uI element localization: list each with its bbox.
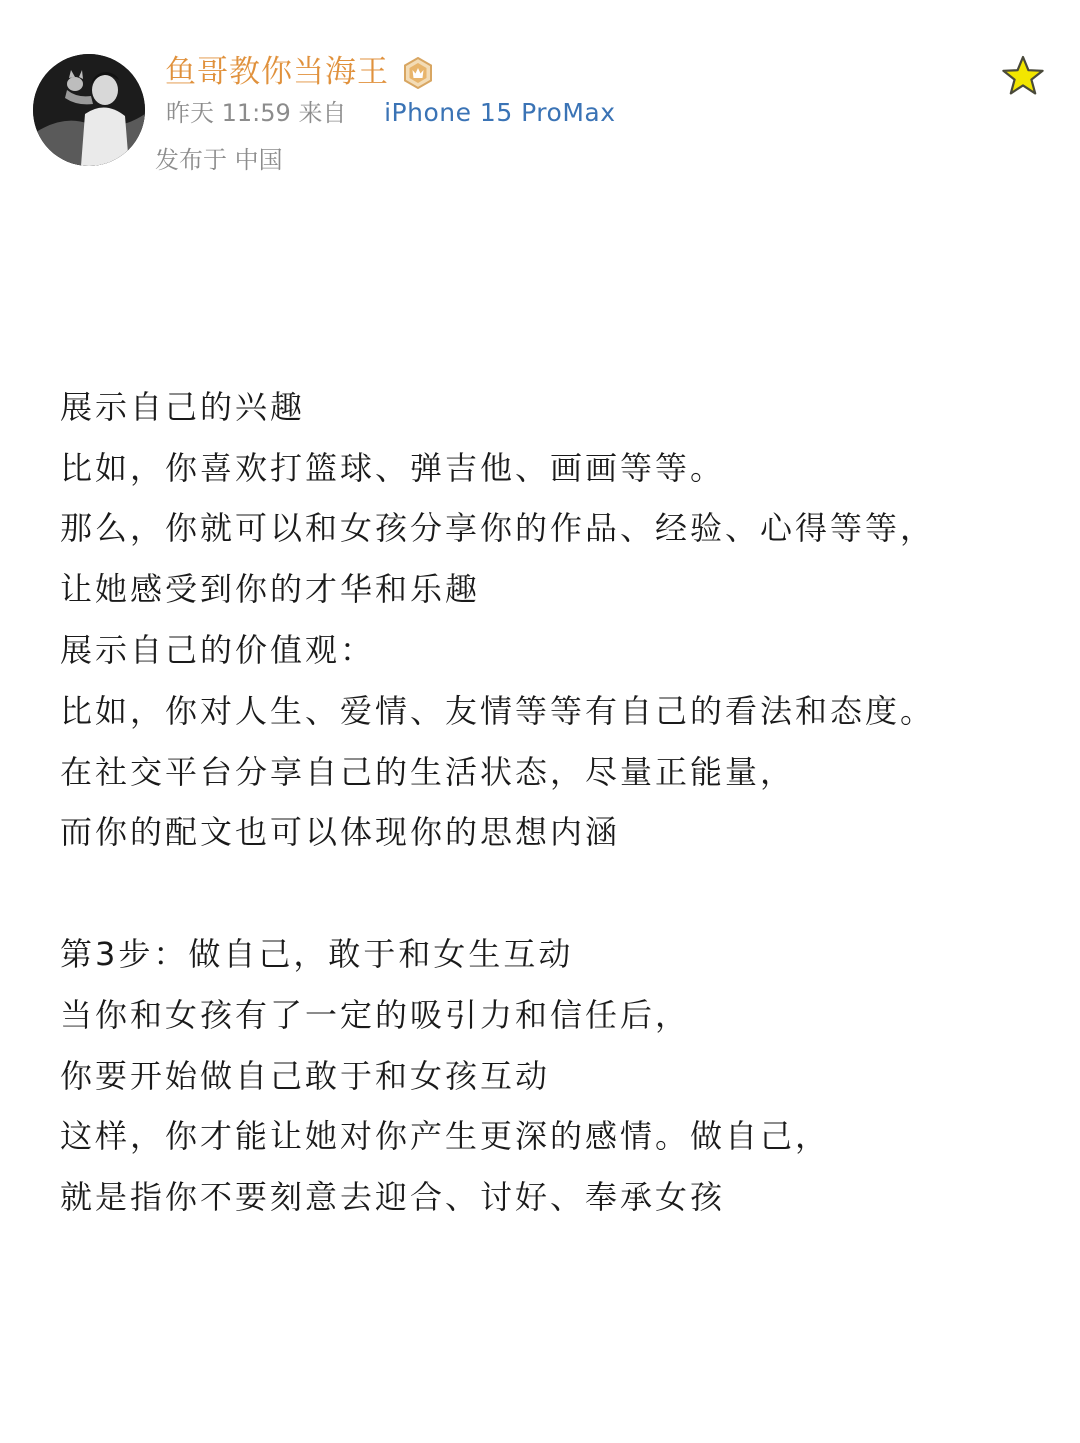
post-body <box>60 316 1050 1228</box>
post-line: 比如，你喜欢打篮球、弹吉他、画画等等。 <box>60 448 726 487</box>
post-meta <box>166 96 616 130</box>
post-line: 就是指你不要刻意去迎合、讨好、奉承女孩 <box>60 1178 726 1217</box>
author-avatar[interactable] <box>33 54 145 166</box>
post-line: 而你的配文也可以体现你的思想内涵 <box>60 813 621 852</box>
post-line: 第3步：做自己，敢于和女生互动 <box>60 934 574 973</box>
post-device-link[interactable]: iPhone 15 ProMax <box>384 98 616 127</box>
verified-badge-icon <box>402 57 434 89</box>
post-line: 展示自己的价值观： <box>60 630 376 669</box>
post-location: 发布于 中国 <box>155 146 283 174</box>
author-name[interactable]: 鱼哥教你当海王 <box>165 54 389 90</box>
post-line: 展示自己的兴趣 <box>60 387 306 426</box>
post-line: 在社交平台分享自己的生活状态，尽量正能量， <box>60 752 796 791</box>
post-line <box>60 316 1050 377</box>
post-line: 那么，你就可以和女孩分享你的作品、经验、心得等等， <box>60 509 936 548</box>
avatar-photo <box>33 54 145 166</box>
post-line: 这样，你才能让她对你产生更深的感情。做自己， <box>60 1117 831 1156</box>
post-time: 昨天 11:59 <box>166 99 291 127</box>
post-line: 让她感受到你的才华和乐趣 <box>60 570 481 609</box>
post-line: 你要开始做自己敢于和女孩互动 <box>60 1056 551 1095</box>
post-line <box>60 863 1050 924</box>
post-line: 比如，你对人生、爱情、友情等等有自己的看法和态度。 <box>60 691 936 730</box>
post-source-prefix: 来自 <box>298 99 347 127</box>
post-line: 当你和女孩有了一定的吸引力和信任后， <box>60 995 691 1034</box>
star-icon[interactable] <box>1000 53 1046 99</box>
